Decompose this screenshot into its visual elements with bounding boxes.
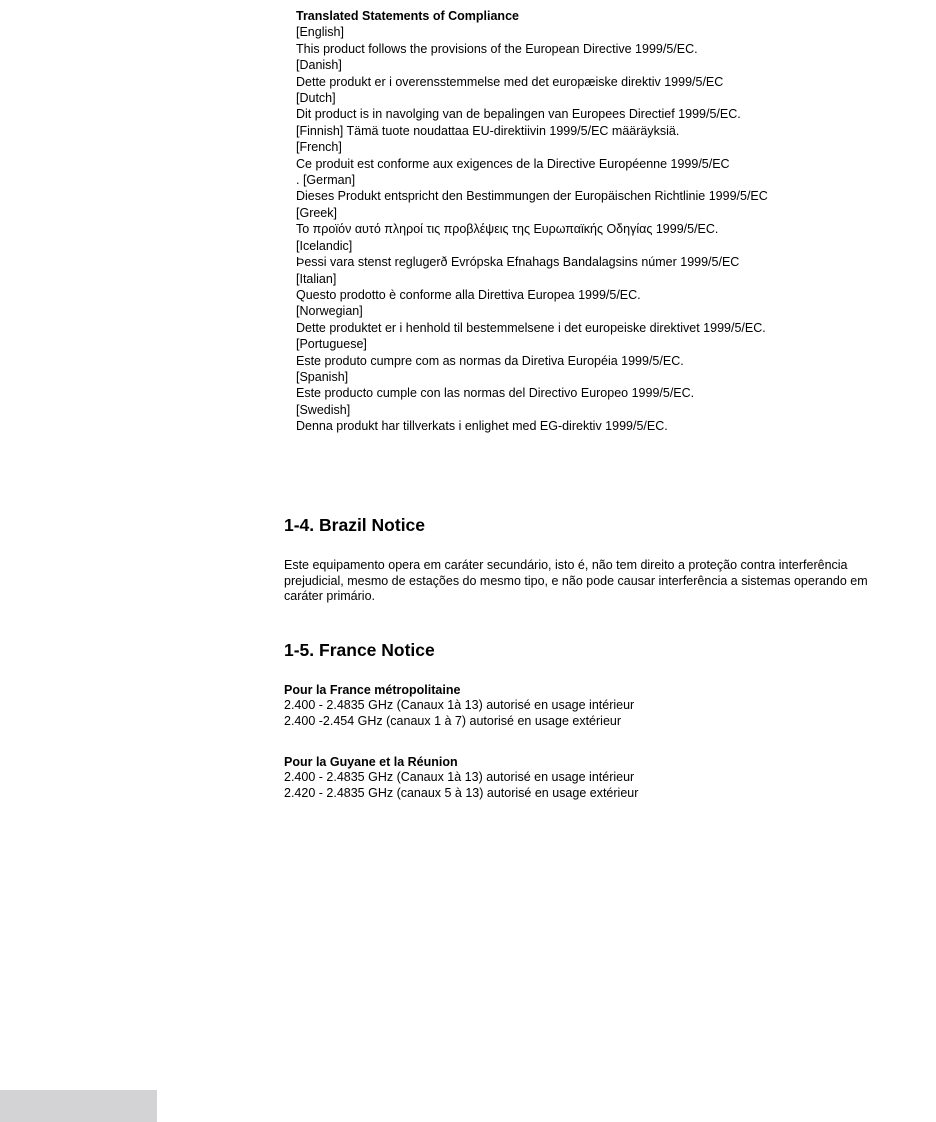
compliance-line: Το προϊόν αυτό πληροί τις προβλέψεις της Ευρωπαϊκής Οδηγίας 1999/5/EC.: [296, 222, 719, 237]
compliance-line: [Icelandic]: [296, 238, 353, 253]
compliance-line: Dieses Produkt entspricht den Bestimmungen der Europäischen Richtlinie 1999/5/EC: [296, 189, 768, 204]
france-notice-title: 1-5. France Notice: [284, 640, 435, 660]
page-edge-tab: [0, 1090, 157, 1122]
compliance-line: [English]: [296, 25, 344, 40]
compliance-line: [Spanish]: [296, 369, 349, 384]
compliance-statements: [296, 8, 896, 435]
compliance-line: [French]: [296, 140, 342, 155]
compliance-line: Ce produit est conforme aux exigences de la Directive Européenne 1999/5/EC: [296, 156, 730, 171]
france-group-line: 2.400 - 2.4835 GHz (Canaux 1à 13) autorisé en usage intérieur: [284, 770, 635, 785]
france-group-line: 2.400 - 2.4835 GHz (Canaux 1à 13) autorisé en usage intérieur: [284, 698, 635, 713]
france-guyane-reunion-group: [284, 755, 884, 801]
france-group-line: 2.420 - 2.4835 GHz (canaux 5 à 13) autorisé en usage extérieur: [284, 785, 639, 800]
brazil-notice-title: 1-4. Brazil Notice: [284, 515, 426, 535]
compliance-line: [Swedish]: [296, 402, 351, 417]
compliance-line: [Portuguese]: [296, 337, 367, 352]
compliance-line: Þessi vara stenst reglugerð Evrópska Efnahags Bandalagsins númer 1999/5/EC: [296, 255, 740, 270]
compliance-line: [Danish]: [296, 58, 342, 73]
france-group-line: 2.400 -2.454 GHz (canaux 1 à 7) autorisé en usage extérieur: [284, 713, 622, 728]
compliance-line: [Dutch]: [296, 91, 336, 106]
france-group-heading: Pour la Guyane et la Réunion: [284, 755, 458, 769]
france-group-heading: Pour la France métropolitaine: [284, 683, 461, 697]
compliance-line: Dette produktet er i henhold til bestemmelsene i det europeiske direktivet 1999/5/EC.: [296, 320, 766, 335]
compliance-line: Questo prodotto è conforme alla Direttiva Europea 1999/5/EC.: [296, 287, 641, 302]
compliance-line: Dette produkt er i overensstemmelse med det europæiske direktiv 1999/5/EC: [296, 74, 724, 89]
compliance-line: Este produto cumpre com as normas da Diretiva Européia 1999/5/EC.: [296, 353, 684, 368]
compliance-line: [Italian]: [296, 271, 337, 286]
compliance-line: Dit product is in navolging van de bepalingen van Europees Directief 1999/5/EC.: [296, 107, 741, 122]
compliance-line: [Norwegian]: [296, 304, 363, 319]
compliance-line: . [German]: [296, 173, 356, 188]
brazil-notice-text: Este equipamento opera em caráter secundário, isto é, não tem direito a proteção contra interferência prejudicial, mesmo de estações do mesmo tipo, e não pode causar interferência a sistemas operando em caráter primário.: [284, 558, 868, 604]
compliance-line: This product follows the provisions of the European Directive 1999/5/EC.: [296, 41, 698, 56]
compliance-line: [Finnish] Tämä tuote noudattaa EU-direktiivin 1999/5/EC määräyksiä.: [296, 123, 680, 138]
compliance-line: Este producto cumple con las normas del Directivo Europeo 1999/5/EC.: [296, 386, 695, 401]
compliance-line: [Greek]: [296, 205, 337, 220]
compliance-heading: Translated Statements of Compliance: [296, 9, 519, 23]
france-metropolitan-group: [284, 683, 884, 729]
compliance-line: Denna produkt har tillverkats i enlighet med EG-direktiv 1999/5/EC.: [296, 419, 668, 434]
